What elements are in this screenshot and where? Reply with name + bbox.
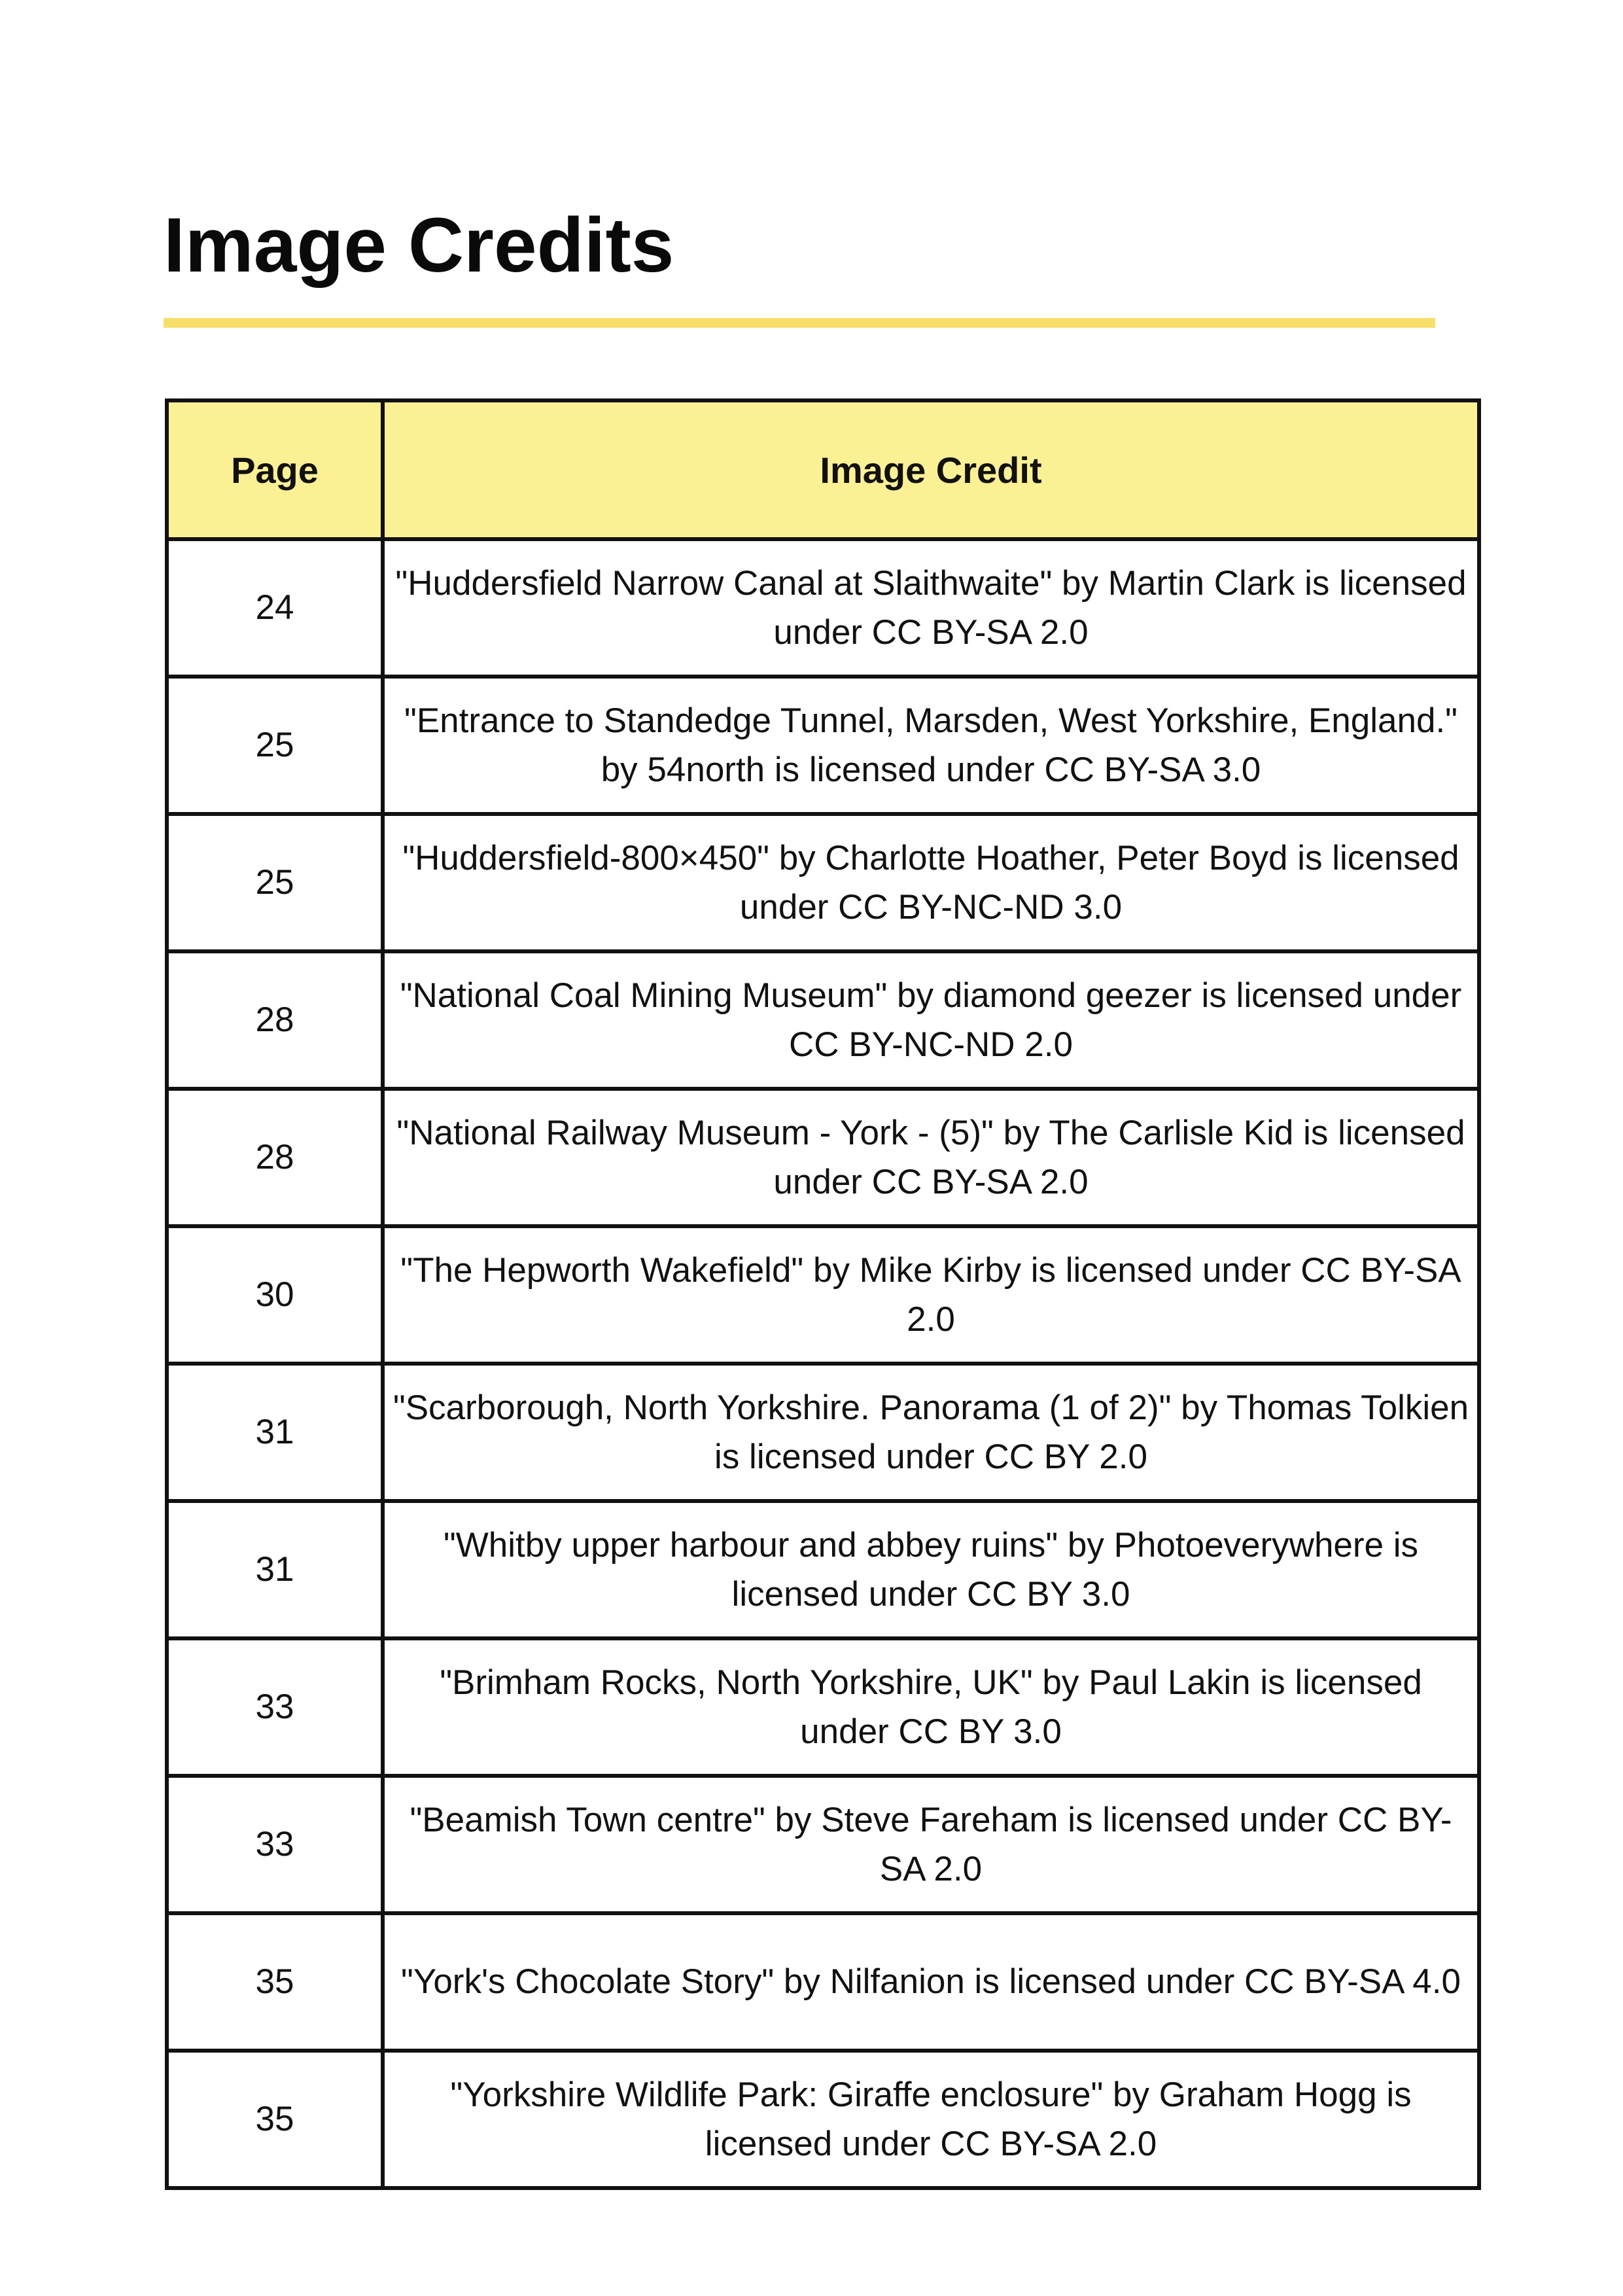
- credit-cell: "Brimham Rocks, North Yorkshire, UK" by Paul Lakin is licensed under CC BY 3.0: [383, 1638, 1479, 1776]
- credit-cell: "Entrance to Standedge Tunnel, Marsden, West Yorkshire, England." by 54north is licensed under CC BY-SA 3.0: [383, 677, 1479, 814]
- column-header-image-credit: Image Credit: [383, 400, 1479, 539]
- credit-cell: "National Coal Mining Museum" by diamond geezer is licensed under CC BY-NC-ND 2.0: [383, 951, 1479, 1089]
- page-cell: 28: [167, 1089, 383, 1226]
- page-cell: 24: [167, 539, 383, 677]
- page-cell: 28: [167, 951, 383, 1089]
- credit-cell: "Beamish Town centre" by Steve Fareham is licensed under CC BY-SA 2.0: [383, 1776, 1479, 1913]
- page-title: Image Credits: [164, 202, 674, 289]
- table-row: [167, 951, 1479, 1089]
- table-row: [167, 1776, 1479, 1913]
- table-row: [167, 814, 1479, 951]
- credit-cell: "Scarborough, North Yorkshire. Panorama (1 of 2)" by Thomas Tolkien is licensed under CC BY 2.0: [383, 1364, 1479, 1501]
- table-row: [167, 1638, 1479, 1776]
- page-cell: 31: [167, 1501, 383, 1638]
- column-header-page: Page: [167, 400, 383, 539]
- table-row: [167, 2051, 1479, 2188]
- table-row: [167, 1501, 1479, 1638]
- page-cell: 33: [167, 1638, 383, 1776]
- credit-cell: "Whitby upper harbour and abbey ruins" by Photoeverywhere is licensed under CC BY 3.0: [383, 1501, 1479, 1638]
- page-cell: 35: [167, 1913, 383, 2051]
- table-row: [167, 1226, 1479, 1364]
- credit-cell: "National Railway Museum - York - (5)" by The Carlisle Kid is licensed under CC BY-SA 2.0: [383, 1089, 1479, 1226]
- table-header-row: [167, 400, 1479, 539]
- table-row: [167, 539, 1479, 677]
- table-row: [167, 677, 1479, 814]
- credit-cell: "Huddersfield-800×450" by Charlotte Hoather, Peter Boyd is licensed under CC BY-NC-ND 3.0: [383, 814, 1479, 951]
- image-credits-table: [165, 398, 1481, 2190]
- credit-cell: "The Hepworth Wakefield" by Mike Kirby is licensed under CC BY-SA 2.0: [383, 1226, 1479, 1364]
- page-cell: 31: [167, 1364, 383, 1501]
- page-cell: 33: [167, 1776, 383, 1913]
- page-cell: 25: [167, 677, 383, 814]
- table-row: [167, 1913, 1479, 2051]
- page-cell: 25: [167, 814, 383, 951]
- credit-cell: "Yorkshire Wildlife Park: Giraffe enclosure" by Graham Hogg is licensed under CC BY-SA 2.0: [383, 2051, 1479, 2188]
- page-cell: 30: [167, 1226, 383, 1364]
- page-cell: 35: [167, 2051, 383, 2188]
- credit-cell: "York's Chocolate Story" by Nilfanion is licensed under CC BY-SA 4.0: [383, 1913, 1479, 2051]
- credit-cell: "Huddersfield Narrow Canal at Slaithwaite" by Martin Clark is licensed under CC BY-SA 2.0: [383, 539, 1479, 677]
- table-row: [167, 1364, 1479, 1501]
- title-underline: [164, 318, 1435, 328]
- table-row: [167, 1089, 1479, 1226]
